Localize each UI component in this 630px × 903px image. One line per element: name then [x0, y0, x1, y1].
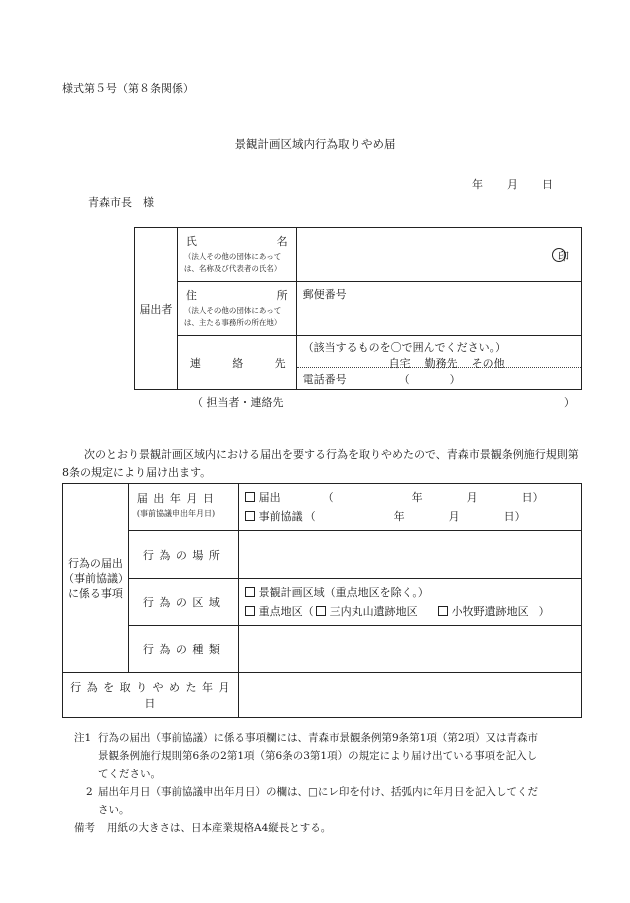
person-in-charge-open: （ 担当者・連絡先 [192, 396, 284, 409]
area-field [238, 579, 581, 626]
address-field[interactable] [296, 282, 581, 336]
contact-field[interactable] [296, 336, 581, 390]
cancel-date-field[interactable] [238, 673, 581, 718]
form-number: 様式第５号（第８条関係） [62, 82, 194, 95]
contact-label-cell: 連 絡 先 [177, 336, 296, 390]
checkbox-notify[interactable] [245, 492, 255, 502]
notif-date-label: 届 出 年 月 日 (事前協議申出年月日) [128, 484, 238, 531]
note-1: 注1 行為の届出（事前協議）に係る事項欄には、青森市景観条例第9条第1項（第2項）又は青森市 景観条例施行規則第6条の2第1項（第6条の3第1項）の規定により届け出ている事項を記入し てください。 [74, 732, 539, 780]
cancel-date-label: 行 為 を 取 り や め た 年 月 日 [63, 673, 239, 718]
group-label: 行為の届出 （事前協議） に係る事項 [63, 484, 129, 673]
place-label: 行 為 の 場 所 [128, 531, 238, 579]
note-2: 2 届出年月日（事前協議申出年月日）の欄は、□にレ印を付け、括弧内に年月日を記入してくだ さい。 [86, 786, 538, 816]
name-label-cell: 氏 名 （法人その他の団体にあって は、名称及び代表者の氏名） [177, 228, 296, 282]
postal-label: 郵便番号 [302, 288, 347, 301]
place-field[interactable] [238, 531, 581, 579]
option-consult-row[interactable]: 事前協議 （ 年 月 日） [245, 507, 575, 526]
contact-options: 自宅 勤務先 その他 [388, 357, 505, 370]
kind-field[interactable] [238, 626, 581, 673]
page-title: 景観計画区域内行為取りやめ届 [234, 137, 396, 151]
checkbox-landscape-area[interactable] [245, 587, 255, 597]
area-option-priority[interactable]: 重点地区（ 三内丸山遺跡地区 小牧野遺跡地区 ） [245, 602, 575, 621]
area-option-landscape[interactable]: 景観計画区域（重点地区を除く。） [245, 583, 575, 602]
main-table [62, 483, 582, 718]
person-in-charge-close: ） [564, 396, 575, 409]
area-label: 行 為 の 区 域 [128, 579, 238, 626]
seal-mark: 印 [552, 248, 569, 264]
checkbox-sannai[interactable] [316, 606, 326, 616]
option-notify-row[interactable]: 届出 （ 年 月 日） [245, 488, 575, 507]
applicant-label: 届出者 [135, 228, 178, 390]
kind-label: 行 為 の 種 類 [128, 626, 238, 673]
checkbox-consult[interactable] [245, 511, 255, 521]
date-line: 年 月 日 [472, 178, 553, 191]
notif-date-field [238, 484, 581, 531]
remark: 備考 用紙の大きさは、日本産業規格A4縦長とする。 [74, 822, 332, 834]
intro-text: 次のとおり景観計画区域内における届出を要する行為を取りやめたので、青森市景観条例施行規則第8条の規定により届け出ます。 [62, 448, 579, 479]
checkbox-komakino[interactable] [438, 606, 448, 616]
addressee: 青森市長 様 [88, 196, 154, 209]
applicant-table [134, 227, 582, 390]
notes [74, 729, 584, 837]
name-field[interactable] [296, 228, 581, 282]
address-label-cell: 住 所 （法人その他の団体にあって は、主たる事務所の所在地） [177, 282, 296, 336]
contact-instruction: （該当するものを〇で囲んでください。） [302, 341, 507, 354]
checkbox-priority-area[interactable] [245, 606, 255, 616]
phone-row: 電話番号 （ ） [297, 367, 581, 387]
